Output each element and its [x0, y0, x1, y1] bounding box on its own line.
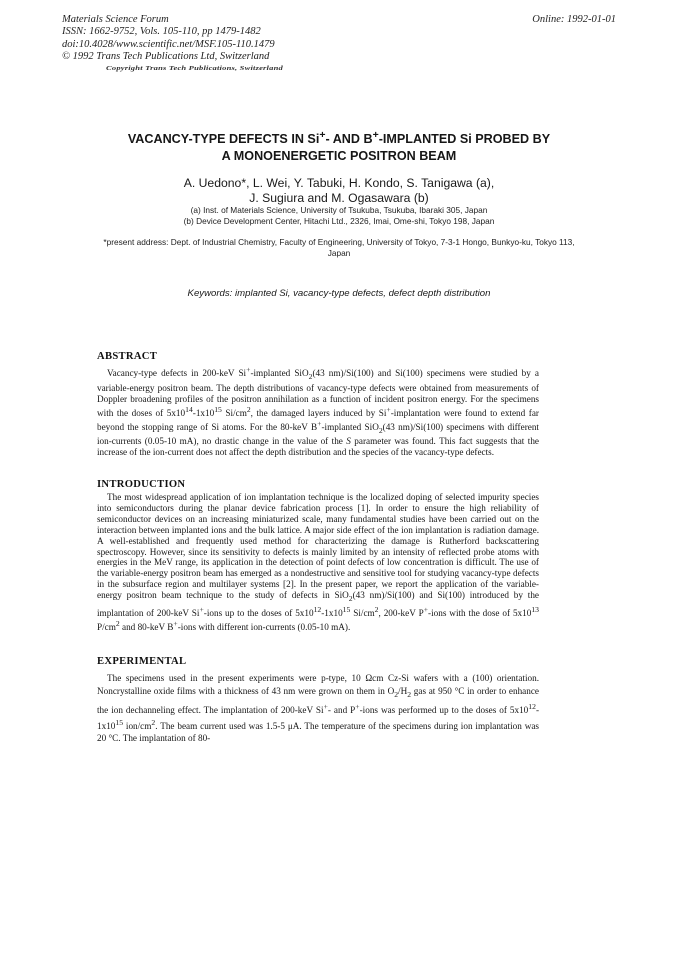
journal-name: Materials Science Forum	[62, 14, 169, 25]
introduction-heading: INTRODUCTION	[97, 479, 186, 490]
copyright-line: © 1992 Trans Tech Publications Ltd, Switzerland	[62, 51, 270, 63]
experimental-paragraph: The specimens used in the present experiments were p-type, 10 Ωcm Cz-Si wafers with a (100) orientation. Noncrystalline oxide films with a thickness of 43 nm were grown on them in $O_2/H_2$ gas at 950 °C in order to enhance the ion dechanneling effect. The implantation of 200-keV Si+- and P+-ions was performed up to the doses of $5x10^{12}-1x10^{15}$ ion/$cm^2$. The beam current used was 1.5-5 μA. The temperature of the specimens during ion implantation was 20 °C. The implantation of 80-	[97, 673, 539, 744]
affiliation-b: (b) Device Development Center, Hitachi Ltd., 2326, Imai, Ome-shi, Tokyo 198, Japan	[183, 215, 495, 226]
experimental-heading: EXPERIMENTAL	[97, 656, 187, 667]
doi-line: doi:10.4028/www.scientific.net/MSF.105-110.1479	[62, 38, 275, 50]
online-date: Online: 1992-01-01	[532, 14, 616, 25]
keywords: Keywords: implanted Si, vacancy-type defects, defect depth distribution	[187, 288, 491, 299]
affiliation-a: (a) Inst. of Materials Science, University of Tsukuba, Tsukuba, Ibaraki 305, Japan	[190, 205, 488, 215]
abstract-body	[97, 365, 539, 458]
faded-copyright-stamp: Copyright Trans Tech Publications, Switzerland	[106, 64, 283, 72]
author-list: A. Uedono*, L. Wei, Y. Tabuki, H. Kondo, S. Tanigawa (a), J. Sugiura and M. Ogasawara (b)	[183, 176, 495, 205]
present-address: *present address: Dept. of Industrial Chemistry, Faculty of Engineering, University of Tokyo, 7-3-1 Hongo, Bunkyo-ku, Tokyo 113, Japan	[103, 237, 575, 259]
introduction-paragraph: The most widespread application of ion implantation technique is the localized doping of selected impurity species into semiconductors during the planar device fabrication process [1]. In order to ensure the high reliability of semiconductor devices on an increasing miniaturized scale, many fundamental studies have been carried out on the interaction between implanted ions and the bulk lattice. A major side effect of the ion implantation is radiation damage. A well-established and frequently used method for characterizing the damage is Rutherford backscattering spectroscopy. However, since its sensitivity to defects is mainly limited by an intensity of reflected probe atoms with energies in the MeV range, its application in the detection of point defects of low concentration is difficult. The use of the variable-energy positron beam has emerged as a nondestructive and sensitive tool for studying vacancy-type defects in the subsurface region and multilayer systems [2]. In the present paper, we report the application of the variable-energy positron beam technique to the study of defects in SiO$_2$(43 nm)/Si(100) and Si(100) introduced by the implantation of 200-keV Si+-ions up to the doses of $5x10^{12}-1x10^{15}$ $Si/cm^2$, 200-keV P+-ions with the dose of $5x10^{13}$ $P/cm^2$ and 80-keV B+-ions with different ion-currents (0.05-10 mA).	[97, 492, 539, 632]
experimental-body	[97, 672, 539, 745]
journal-header	[62, 14, 275, 64]
affiliations	[90, 205, 588, 227]
introduction-body	[97, 492, 539, 633]
abstract-paragraph: Vacancy-type defects in 200-keV Si+-implanted SiO$_2$(43 nm)/Si(100) and Si(100) specimens were studied by a variable-energy positron beam. The depth distributions of vacancy-type defects were obtained from measurements of Doppler broadening profiles of the positron annihilation as a function of incident positron energy. For the specimens with the doses of $5x10^{14}-1x10^{15}$ $Si/cm^2$, the damaged layers induced by Si+-implantation were found to extend far beyond the stopping range of Si atoms. For the 80-keV B+-implanted SiO$_2$(43 nm)/Si(100) specimens with different ion-currents (0.05-10 mA), no drastic change in the value of the S parameter was found. This fact suggests that the increase of the ion-current does not affect the depth distribution and the species of the vacancy-type defects.	[97, 365, 539, 458]
abstract-heading: ABSTRACT	[97, 351, 158, 362]
paper-title: VACANCY-TYPE DEFECTS IN Si+- AND B+-IMPLANTED Si PROBED BY A MONOENERGETIC POSITRON BEAM	[127, 129, 551, 164]
issn-line: ISSN: 1662-9752, Vols. 105-110, pp 1479-1482	[62, 26, 261, 38]
